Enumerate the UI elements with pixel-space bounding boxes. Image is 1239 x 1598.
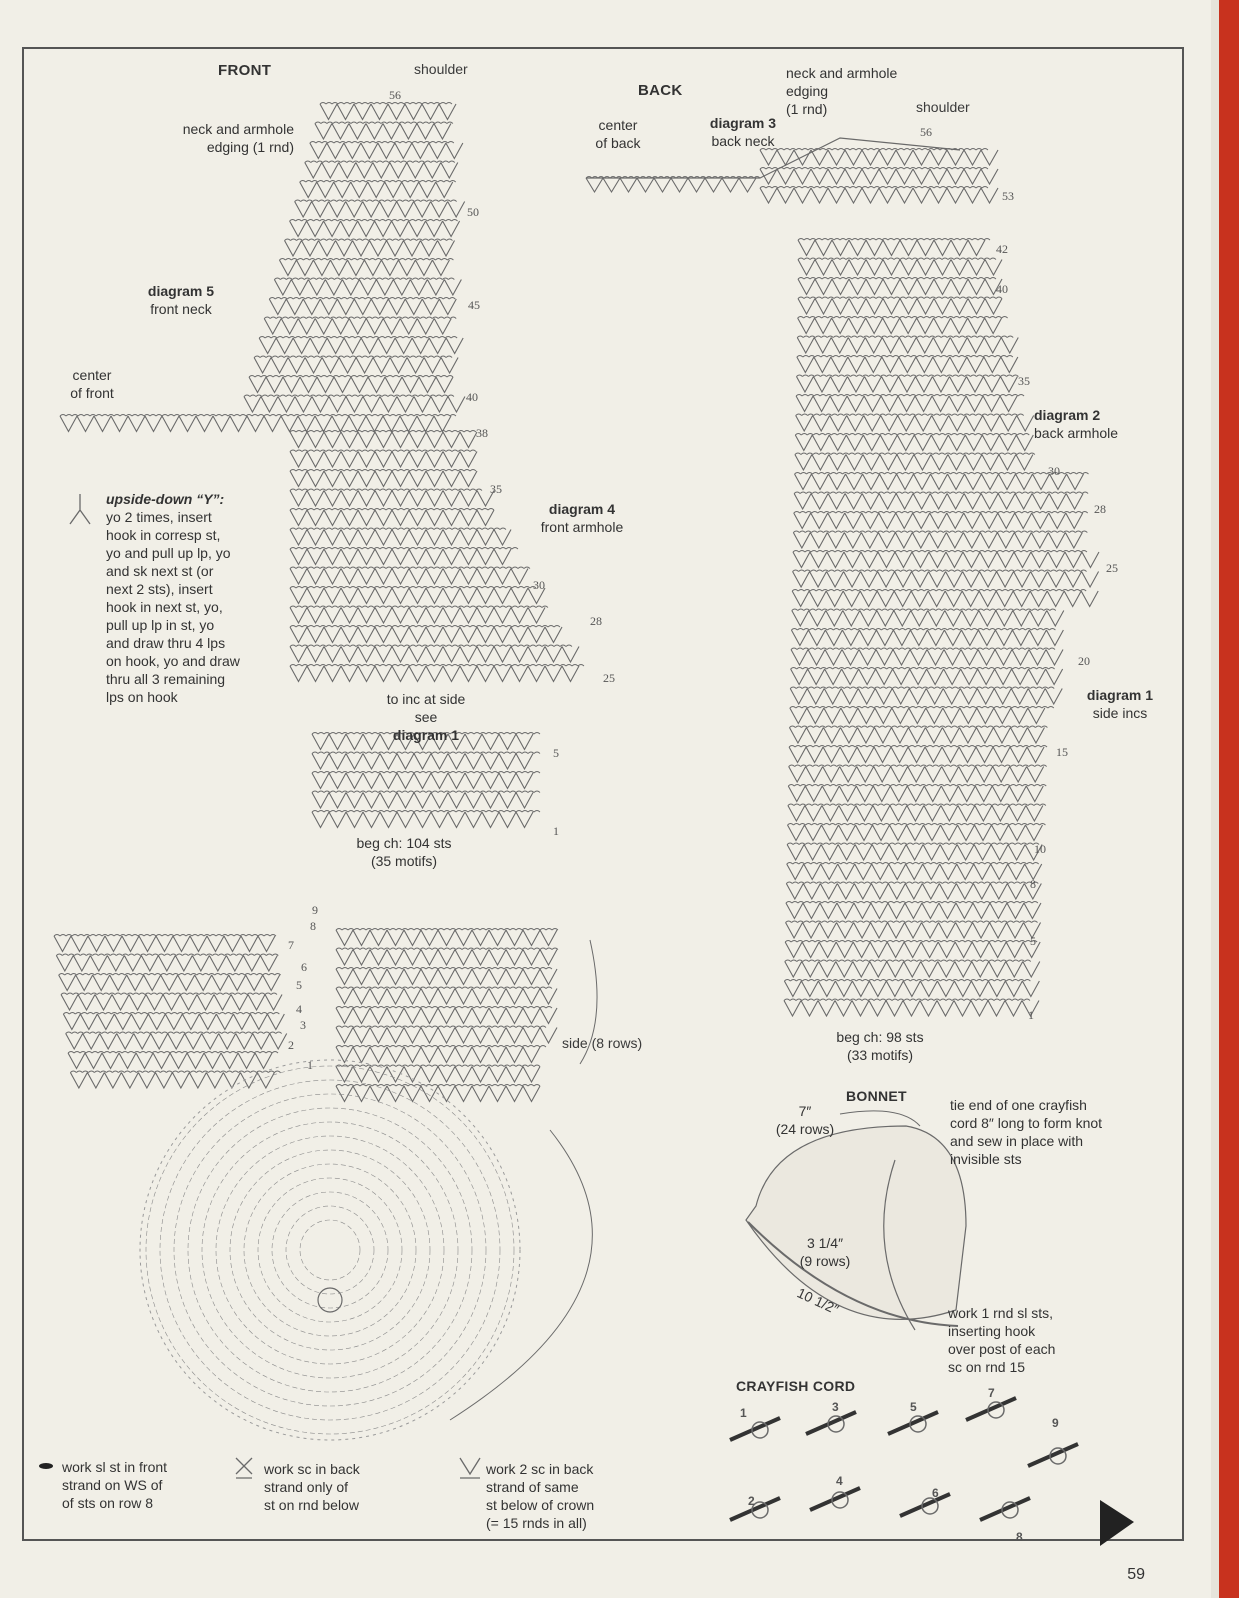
back-body-row-19 <box>792 611 1064 627</box>
bonnet-right-row-0 <box>336 930 557 946</box>
dim-7-arrow <box>840 1111 920 1126</box>
crown-round <box>286 1206 374 1294</box>
front-neck-row-12 <box>259 338 463 354</box>
back-body-row-39 <box>784 1001 1039 1017</box>
back-body-row-21-chain <box>791 648 1055 650</box>
back-body-row-35-chain <box>786 921 1038 923</box>
front-armhole-row-8 <box>290 588 545 604</box>
back-row-56: 56 <box>920 125 932 139</box>
crayfish-step-4: 4 <box>836 1474 843 1488</box>
front-title: FRONT <box>218 62 272 79</box>
back-body-row-23-chain <box>790 687 1054 689</box>
two-sc-symbol <box>460 1458 480 1478</box>
back-body-row-14 <box>794 513 1083 529</box>
back-body-row-6 <box>797 357 1018 373</box>
front-neck-row-1 <box>315 124 451 140</box>
front-base-row-3-chain <box>312 791 540 793</box>
front-row-25: 25 <box>603 671 615 685</box>
bonnet-left-row-0 <box>54 936 275 952</box>
back-row-35: 35 <box>1018 374 1030 388</box>
bonnet-right-row-7-chain <box>336 1065 540 1067</box>
legend-two-sc: work 2 sc in back strand of same st below of crown (= 15 rnds in all) <box>486 1461 595 1531</box>
bonnet-right-row-1 <box>336 950 557 966</box>
back-body-row-38-chain <box>784 980 1030 982</box>
back-body-row-21 <box>791 650 1063 666</box>
bonnet-left-row-1 <box>56 956 277 972</box>
back-row-28: 28 <box>1094 502 1106 516</box>
bonnet-dim-7in: 7″ (24 rows) <box>775 1103 835 1137</box>
crayfish-step-6: 6 <box>932 1486 939 1500</box>
back-row-40: 40 <box>996 282 1008 296</box>
bonnet-title: BONNET <box>846 1088 907 1104</box>
bonnet-right-row-5-chain <box>336 1026 546 1028</box>
back-title: BACK <box>638 82 683 99</box>
back-yoke-row-0 <box>760 150 998 165</box>
back-row-1: 1 <box>1028 1008 1034 1022</box>
bonnet-right-row-5 <box>336 1028 557 1044</box>
front-armhole-row-0-chain <box>290 431 476 433</box>
back-body-row-12-chain <box>795 473 1089 475</box>
back-shoulder-label: shoulder <box>916 99 970 115</box>
back-body-row-8 <box>796 396 1017 412</box>
bonnet-left-row-2-chain <box>59 974 281 976</box>
back-body-row-22 <box>791 669 1063 685</box>
front-neck-row-3 <box>305 163 458 179</box>
back-body-row-27-chain <box>789 765 1047 767</box>
front-armhole-row-1-chain <box>290 450 476 452</box>
bonnet-right-row-6 <box>336 1047 540 1063</box>
back-body-row-28-chain <box>788 785 1046 787</box>
center-front-label: center of front <box>70 367 114 401</box>
back-body-row-18 <box>792 591 1098 607</box>
back-yoke-row-1 <box>760 169 998 184</box>
back-row-30: 30 <box>1048 464 1060 478</box>
crayfish-step-3: 3 <box>832 1400 839 1414</box>
bonnet-right-row-7 <box>336 1067 540 1083</box>
front-edging-label: neck and armhole edging (1 rnd) <box>182 121 294 155</box>
front-neck-row-10 <box>269 299 456 315</box>
back-row-25: 25 <box>1106 561 1118 575</box>
front-neck-row-10-chain <box>269 298 455 300</box>
back-body-row-26-chain <box>789 746 1047 748</box>
crayfish-step-9: 9 <box>1052 1416 1059 1430</box>
front-armhole-row-7-chain <box>290 567 530 569</box>
front-neck-row-9 <box>274 280 461 296</box>
front-row-56: 56 <box>389 88 401 102</box>
front-base-row-1 <box>312 754 533 770</box>
bonnet-shape <box>746 1126 966 1319</box>
back-body-row-6-chain <box>797 356 1013 358</box>
back-body-row-13 <box>794 494 1083 510</box>
crown-outline <box>140 1060 520 1440</box>
legend-sl-st: work sl st in front strand on WS of of sts on row 8 <box>62 1459 168 1511</box>
back-body-row-18-chain <box>792 590 1086 592</box>
front-armhole-row-8-chain <box>290 587 536 589</box>
front-shoulder-label: shoulder <box>414 61 468 77</box>
back-body-row-30 <box>788 825 1043 841</box>
diagram5-label: diagram 5 front neck <box>147 283 215 317</box>
back-body-row-1 <box>798 260 1002 276</box>
back-body-row-32-chain <box>787 863 1039 865</box>
crown-round <box>244 1164 416 1336</box>
front-row-45: 45 <box>468 298 480 312</box>
back-body-row-0-chain <box>798 239 990 241</box>
back-neck-row <box>586 178 756 192</box>
front-neck-row-8 <box>279 260 449 276</box>
back-body-row-24-chain <box>790 707 1054 709</box>
bonnet-right-row-3-chain <box>336 987 552 989</box>
upside-down-y-symbol <box>70 494 90 524</box>
front-neck-row-7-chain <box>285 239 453 241</box>
back-body-row-16-chain <box>793 551 1087 553</box>
bonnet-right-row-4 <box>336 1008 557 1024</box>
back-body-row-29 <box>788 806 1043 822</box>
front-neck-row-4 <box>300 182 453 198</box>
back-body-row-20 <box>791 630 1063 646</box>
back-yoke-row-2-chain <box>760 187 988 189</box>
crown-round <box>258 1178 402 1322</box>
back-row-15: 15 <box>1056 745 1068 759</box>
bonnet-right-row-2 <box>336 969 557 985</box>
diagram3-label: diagram 3 back neck <box>709 115 777 149</box>
back-body-row-22-chain <box>791 668 1055 670</box>
bonnet-dim-10in: 10 1/2″ <box>794 1284 842 1318</box>
back-body-row-23 <box>790 689 1062 705</box>
back-body-row-20-chain <box>791 629 1055 631</box>
back-body-row-33 <box>786 884 1041 900</box>
back-body-row-16 <box>793 552 1099 568</box>
front-neck-row-16 <box>60 416 451 432</box>
crayfish-step-5: 5 <box>910 1400 917 1414</box>
front-neck-row-0-chain <box>320 103 452 105</box>
front-neck-row-13 <box>254 358 458 374</box>
front-armhole-row-9-chain <box>290 606 548 608</box>
bonnet-right-row-8-chain <box>336 1085 540 1087</box>
crown-round <box>188 1108 472 1392</box>
back-body-row-25-chain <box>789 726 1047 728</box>
back-body-row-7-chain <box>796 375 1018 377</box>
front-neck-row-13-chain <box>254 356 452 358</box>
back-body-row-11-chain <box>795 453 1035 455</box>
front-armhole-row-1 <box>290 452 477 468</box>
front-row-38: 38 <box>476 426 488 440</box>
front-neck-row-5-chain <box>295 200 457 202</box>
back-body-row-38 <box>784 981 1039 997</box>
front-armhole-row-3-chain <box>290 489 482 491</box>
front-row-40: 40 <box>466 390 478 404</box>
front-neck-row-6 <box>290 221 460 237</box>
front-armhole-row-7 <box>290 569 528 585</box>
back-body-row-31 <box>787 845 1042 861</box>
back-body-row-14-chain <box>794 512 1088 514</box>
back-body-row-33-chain <box>786 882 1038 884</box>
crown-round <box>216 1136 444 1364</box>
back-yoke-row-2 <box>760 188 998 203</box>
front-neck-row-1-chain <box>315 122 453 124</box>
back-body-row-7 <box>796 377 1017 393</box>
front-neck-row-11-chain <box>264 317 456 319</box>
front-armhole-row-4-chain <box>290 509 494 511</box>
bonnet-row-5: 5 <box>296 978 302 992</box>
to-inc-label: to inc at side see diagram 1 <box>386 691 466 743</box>
bonnet-left-row-7-chain <box>70 1071 280 1073</box>
bonnet-row-7: 7 <box>288 938 294 952</box>
bonnet-dim-3in: 3 1/4″ (9 rows) <box>799 1235 851 1269</box>
back-body-row-32 <box>787 864 1042 880</box>
back-body-row-35 <box>786 923 1041 939</box>
crayfish-step-8: 8 <box>1016 1530 1023 1544</box>
back-body-row-4-chain <box>798 317 1008 319</box>
front-armhole-row-5 <box>290 530 511 546</box>
back-body-row-3 <box>798 299 1002 315</box>
bonnet-left-row-5-chain <box>66 1032 282 1034</box>
back-body-row-37 <box>785 962 1040 978</box>
front-neck-row-14-chain <box>249 376 453 378</box>
legend-sc-back: work sc in back strand only of st on rnd below <box>264 1461 360 1513</box>
bonnet-row-2: 2 <box>288 1038 294 1052</box>
bonnet-row-4: 4 <box>296 1002 302 1016</box>
bonnet-left-row-4 <box>63 1014 284 1030</box>
crayfish-title: CRAYFISH CORD <box>736 1378 856 1394</box>
bonnet-left-row-6-chain <box>68 1052 278 1054</box>
back-body-row-15-chain <box>793 531 1087 533</box>
front-armhole-row-11 <box>290 647 579 663</box>
front-base-row-1-chain <box>312 752 540 754</box>
back-row-42: 42 <box>996 242 1008 256</box>
back-body-row-17-chain <box>793 570 1087 572</box>
bonnet-left-row-3 <box>61 995 282 1011</box>
back-body-row-30-chain <box>788 824 1046 826</box>
back-body-row-11 <box>795 455 1033 471</box>
front-neck-row-2 <box>310 143 463 159</box>
bonnet-left-row-4-chain <box>63 1013 279 1015</box>
bonnet-right-row-3 <box>336 989 557 1005</box>
front-row-50: 50 <box>467 205 479 219</box>
front-base-row-4 <box>312 812 533 828</box>
diagram4-label: diagram 4 front armhole <box>540 501 624 535</box>
back-body-row-36 <box>785 942 1040 958</box>
front-row-30: 30 <box>533 578 545 592</box>
front-armhole-row-4 <box>290 510 494 526</box>
back-body-row-31-chain <box>787 843 1039 845</box>
front-armhole-row-6-chain <box>290 548 518 550</box>
diagram2-label: diagram 2 back armhole <box>1034 407 1119 441</box>
bonnet-left-row-1-chain <box>56 954 278 956</box>
bonnet-left-row-2 <box>59 975 280 991</box>
front-neck-row-15 <box>244 397 465 413</box>
bonnet-tie-note: tie end of one crayfish cord 8″ long to form knot and sew in place with invisible sts <box>950 1097 1103 1167</box>
upside-down-y-definition: upside-down “Y”: yo 2 times, insert hook in corresp st, yo and pull up lp, yo and sk next st (or next 2 sts), insert hook in next st, yo, pull up lp in st, yo and draw thru 4 lps on hook, yo and draw thru all 3 remaining lps on hook <box>106 491 240 705</box>
front-armhole-row-6 <box>290 549 511 565</box>
back-body-row-28 <box>788 786 1043 802</box>
front-armhole-row-3 <box>290 491 494 507</box>
back-body-row-5 <box>797 338 1018 354</box>
back-body-row-37-chain <box>785 960 1031 962</box>
back-body-row-10 <box>795 435 1033 451</box>
back-edging-label: neck and armhole edging (1 rnd) <box>786 65 898 117</box>
bonnet-right-row-4-chain <box>336 1007 552 1009</box>
back-body-row-27 <box>789 767 1044 783</box>
back-row-10: 10 <box>1034 842 1046 856</box>
front-armhole-row-10-chain <box>290 626 560 628</box>
crown-round <box>272 1192 388 1308</box>
bonnet-right-row-1-chain <box>336 948 558 950</box>
crown-center <box>318 1288 342 1312</box>
front-neck-row-3-chain <box>305 161 455 163</box>
bonnet-left-row-6 <box>68 1053 272 1069</box>
front-armhole-row-9 <box>290 608 545 624</box>
back-body-row-17 <box>793 572 1099 588</box>
front-armhole-row-11-chain <box>290 645 572 647</box>
bonnet-right-row-2-chain <box>336 968 552 970</box>
front-base-row-4-chain <box>312 811 540 813</box>
crayfish-step-7: 7 <box>988 1386 995 1400</box>
front-neck-row-4-chain <box>300 181 456 183</box>
back-body-row-9 <box>796 416 1034 432</box>
front-neck-row-11 <box>264 319 451 335</box>
crayfish-step-2: 2 <box>748 1494 755 1508</box>
front-neck-row-14 <box>249 377 453 393</box>
front-armhole-row-10 <box>290 627 562 643</box>
front-base-row-3 <box>312 793 533 809</box>
front-base-row-2 <box>312 773 533 789</box>
front-neck-row-0 <box>320 104 456 120</box>
bonnet-row-1: 1 <box>307 1058 313 1072</box>
front-neck-row-9-chain <box>274 278 454 280</box>
center-back-label: center of back <box>595 117 641 151</box>
front-armhole-row-12 <box>290 666 579 682</box>
back-body-row-12 <box>795 474 1084 490</box>
back-body-row-19-chain <box>792 609 1056 611</box>
bonnet-row-6: 6 <box>301 960 307 974</box>
crown-round <box>146 1066 514 1434</box>
sl-st-symbol <box>39 1463 53 1469</box>
front-row-5: 5 <box>553 746 559 760</box>
next-page-arrow <box>1100 1500 1134 1546</box>
front-neck-row-7 <box>285 241 455 257</box>
back-body-row-5-chain <box>797 336 1013 338</box>
front-row-28: 28 <box>590 614 602 628</box>
back-row-53: 53 <box>1002 189 1014 203</box>
front-neck-row-16-chain <box>60 415 456 417</box>
back-body-row-29-chain <box>788 804 1046 806</box>
front-armhole-row-2 <box>290 471 477 487</box>
front-neck-row-5 <box>295 202 465 218</box>
front-neck-row-2-chain <box>310 142 454 144</box>
back-body-row-15 <box>793 533 1082 549</box>
back-body-row-34 <box>786 903 1041 919</box>
back-body-row-0 <box>798 240 985 256</box>
front-armhole-row-5-chain <box>290 528 506 530</box>
back-body-row-10-chain <box>795 434 1029 436</box>
bonnet-left-row-3-chain <box>61 993 277 995</box>
back-yoke-row-1-chain <box>760 168 988 170</box>
crayfish-step-1: 1 <box>740 1406 747 1420</box>
back-body-row-9-chain <box>796 414 1024 416</box>
back-body-row-3-chain <box>798 297 1002 299</box>
front-neck-row-15-chain <box>244 395 454 397</box>
side-rows-label: side (8 rows) <box>562 1035 643 1051</box>
back-body-row-13-chain <box>794 492 1088 494</box>
back-body-row-25 <box>789 728 1044 744</box>
bonnet-work-note: work 1 rnd sl sts, inserting hook over post of each sc on rnd 15 <box>948 1305 1056 1375</box>
front-beg-ch-label: beg ch: 104 sts (35 motifs) <box>356 835 452 869</box>
back-row-5: 5 <box>1030 934 1036 948</box>
front-armhole-row-12-chain <box>290 665 584 667</box>
back-beg-ch-label: beg ch: 98 sts (33 motifs) <box>836 1029 924 1063</box>
back-row-8: 8 <box>1030 877 1036 891</box>
diagram1-label: diagram 1 side incs <box>1086 687 1154 721</box>
back-body-row-2 <box>798 279 1002 295</box>
front-base-row-2-chain <box>312 772 540 774</box>
front-neck-row-12-chain <box>259 337 457 339</box>
sc-back-symbol <box>236 1458 252 1478</box>
back-body-row-26 <box>789 747 1044 763</box>
back-body-row-24 <box>790 708 1045 724</box>
back-body-row-39-chain <box>784 999 1030 1001</box>
back-body-row-8-chain <box>796 395 1024 397</box>
bonnet-row-3: 3 <box>300 1018 306 1032</box>
front-row-1: 1 <box>553 824 559 838</box>
crown-round <box>300 1220 360 1280</box>
back-body-row-34-chain <box>786 902 1038 904</box>
bonnet-right-row-6-chain <box>336 1046 546 1048</box>
back-row-20: 20 <box>1078 654 1090 668</box>
crown-bracket <box>450 1130 592 1420</box>
back-body-row-1-chain <box>798 258 996 260</box>
crown-round <box>202 1122 458 1378</box>
bonnet-row-8: 8 <box>310 919 316 933</box>
front-armhole-row-2-chain <box>290 470 476 472</box>
bonnet-right-row-0-chain <box>336 929 558 931</box>
front-armhole-row-0 <box>290 432 477 448</box>
back-body-row-4 <box>798 318 1002 334</box>
crown-round <box>160 1080 500 1420</box>
back-body-row-2-chain <box>798 278 996 280</box>
back-body-row-36-chain <box>785 941 1037 943</box>
front-neck-row-8-chain <box>279 259 453 261</box>
front-row-35: 35 <box>490 482 502 496</box>
bonnet-left-row-5 <box>66 1034 287 1050</box>
bonnet-row-9: 9 <box>312 903 318 917</box>
front-neck-row-6-chain <box>290 220 458 222</box>
crown-round <box>230 1150 430 1350</box>
crown-round <box>174 1094 486 1406</box>
page-number: 59 <box>1127 1566 1145 1583</box>
bonnet-left-row-0-chain <box>54 935 276 937</box>
